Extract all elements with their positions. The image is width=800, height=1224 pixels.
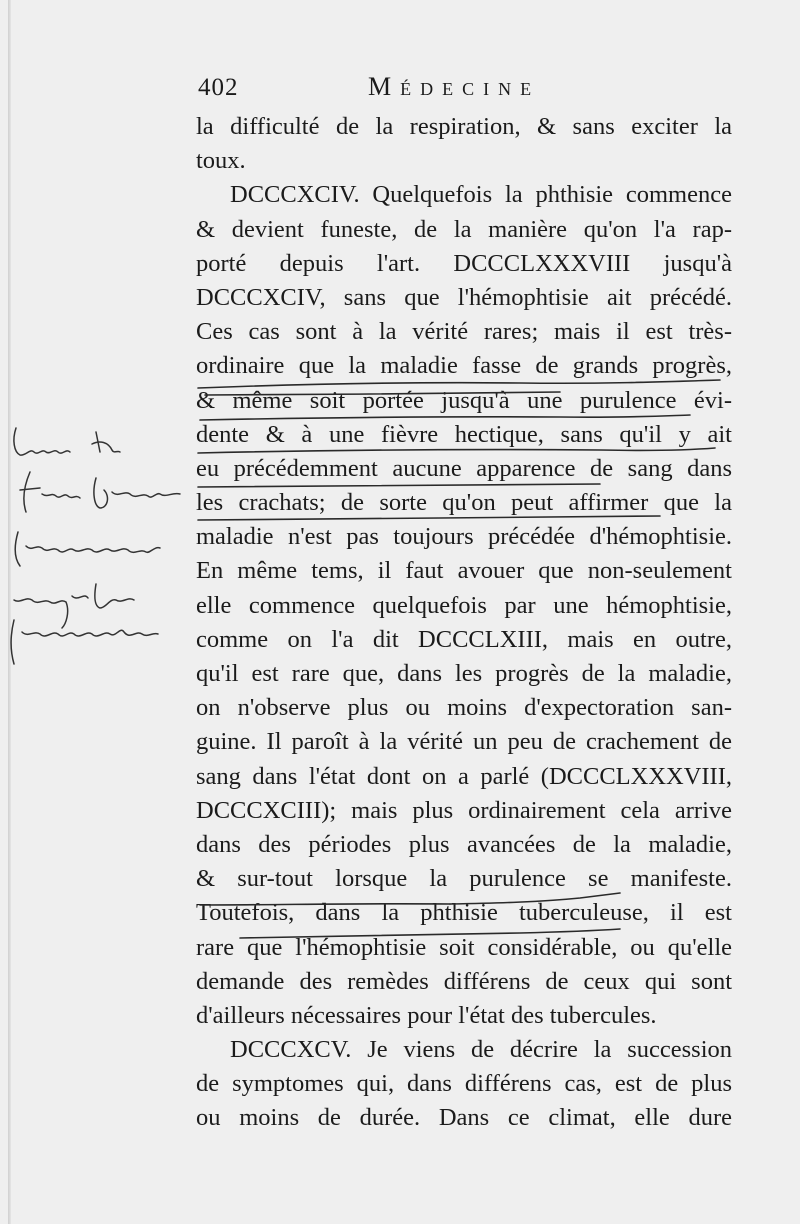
body-text <box>196 110 732 1136</box>
text-line: eu précédemment aucune apparence de sang dans <box>196 454 732 482</box>
text-line: de symptomes qui, dans différens cas, est de plus <box>196 1070 732 1098</box>
text-line: d'ailleurs nécessaires pour l'état des tubercules. <box>196 1001 657 1029</box>
text-line: maladie n'est pas toujours précédée d'hémophtisie. <box>196 523 732 551</box>
text-line: porté depuis l'art. DCCCLXXXVIII jusqu'à <box>196 249 732 277</box>
text-line: demande des remèdes différens de ceux qui sont <box>196 967 732 995</box>
text-line: dans des périodes plus avancées de la maladie, <box>196 830 732 858</box>
page-header <box>198 70 758 110</box>
text-line: & devient funeste, de la manière qu'on l'a rap- <box>196 215 732 243</box>
text-line: rare que l'hémophtisie soit considérable, ou qu'elle <box>196 933 732 961</box>
page-number: 402 <box>198 74 239 101</box>
handwriting-stroke <box>92 432 120 452</box>
text-line: toux. <box>196 147 246 175</box>
handwriting-stroke <box>14 584 134 628</box>
handwriting-stroke <box>20 472 80 512</box>
text-line: ordinaire que la maladie fasse de grands progrès, <box>196 352 732 380</box>
running-head: Médecine <box>368 72 541 101</box>
text-line: elle commence quelquefois par une hémophtisie, <box>196 591 732 619</box>
text-line: comme on l'a dit DCCCLXIII, mais en outre, <box>196 625 732 653</box>
text-line: qu'il est rare que, dans les progrès de la maladie, <box>196 660 732 687</box>
handwriting-stroke <box>15 532 160 566</box>
text-line: les crachats; de sorte qu'on peut affirmer que la <box>196 489 732 517</box>
handwriting-stroke <box>11 620 158 664</box>
text-line: & sur-tout lorsque la purulence se manifeste. <box>196 865 732 893</box>
text-line: Ces cas sont à la vérité rares; mais il est très- <box>196 318 732 346</box>
text-line: on n'observe plus ou moins d'expectoration san- <box>196 694 732 722</box>
text-line: & même soit portée jusqu'à une purulence évi- <box>196 386 732 414</box>
text-line: sang dans l'état dont on a parlé (DCCCLXXXVIII, <box>196 762 732 790</box>
text-line: dente & à une fièvre hectique, sans qu'il y ait <box>196 420 732 448</box>
handwriting-stroke <box>94 478 180 508</box>
text-line: DCCCXCIII); mais plus ordinairement cela arrive <box>196 796 732 824</box>
text-line: En même tems, il faut avouer que non-seulement <box>196 557 732 585</box>
handwriting-stroke <box>14 428 70 455</box>
paragraph-start-line: DCCCXCV. Je viens de décrire la succession <box>230 1036 732 1064</box>
paragraph-start-line: DCCCXCIV. Quelquefois la phthisie commence <box>230 181 732 209</box>
text-line: DCCCXCIV, sans que l'hémophtisie ait précédé. <box>196 283 732 311</box>
page-spine-shadow <box>8 0 11 1224</box>
text-line: Toutefois, dans la phthisie tuberculeuse, il est <box>196 899 732 927</box>
text-line: guine. Il paroît à la vérité un peu de crachement de <box>196 728 732 756</box>
text-line: ou moins de durée. Dans ce climat, elle dure <box>196 1104 732 1132</box>
text-line: la difficulté de la respiration, & sans exciter la <box>196 113 732 140</box>
